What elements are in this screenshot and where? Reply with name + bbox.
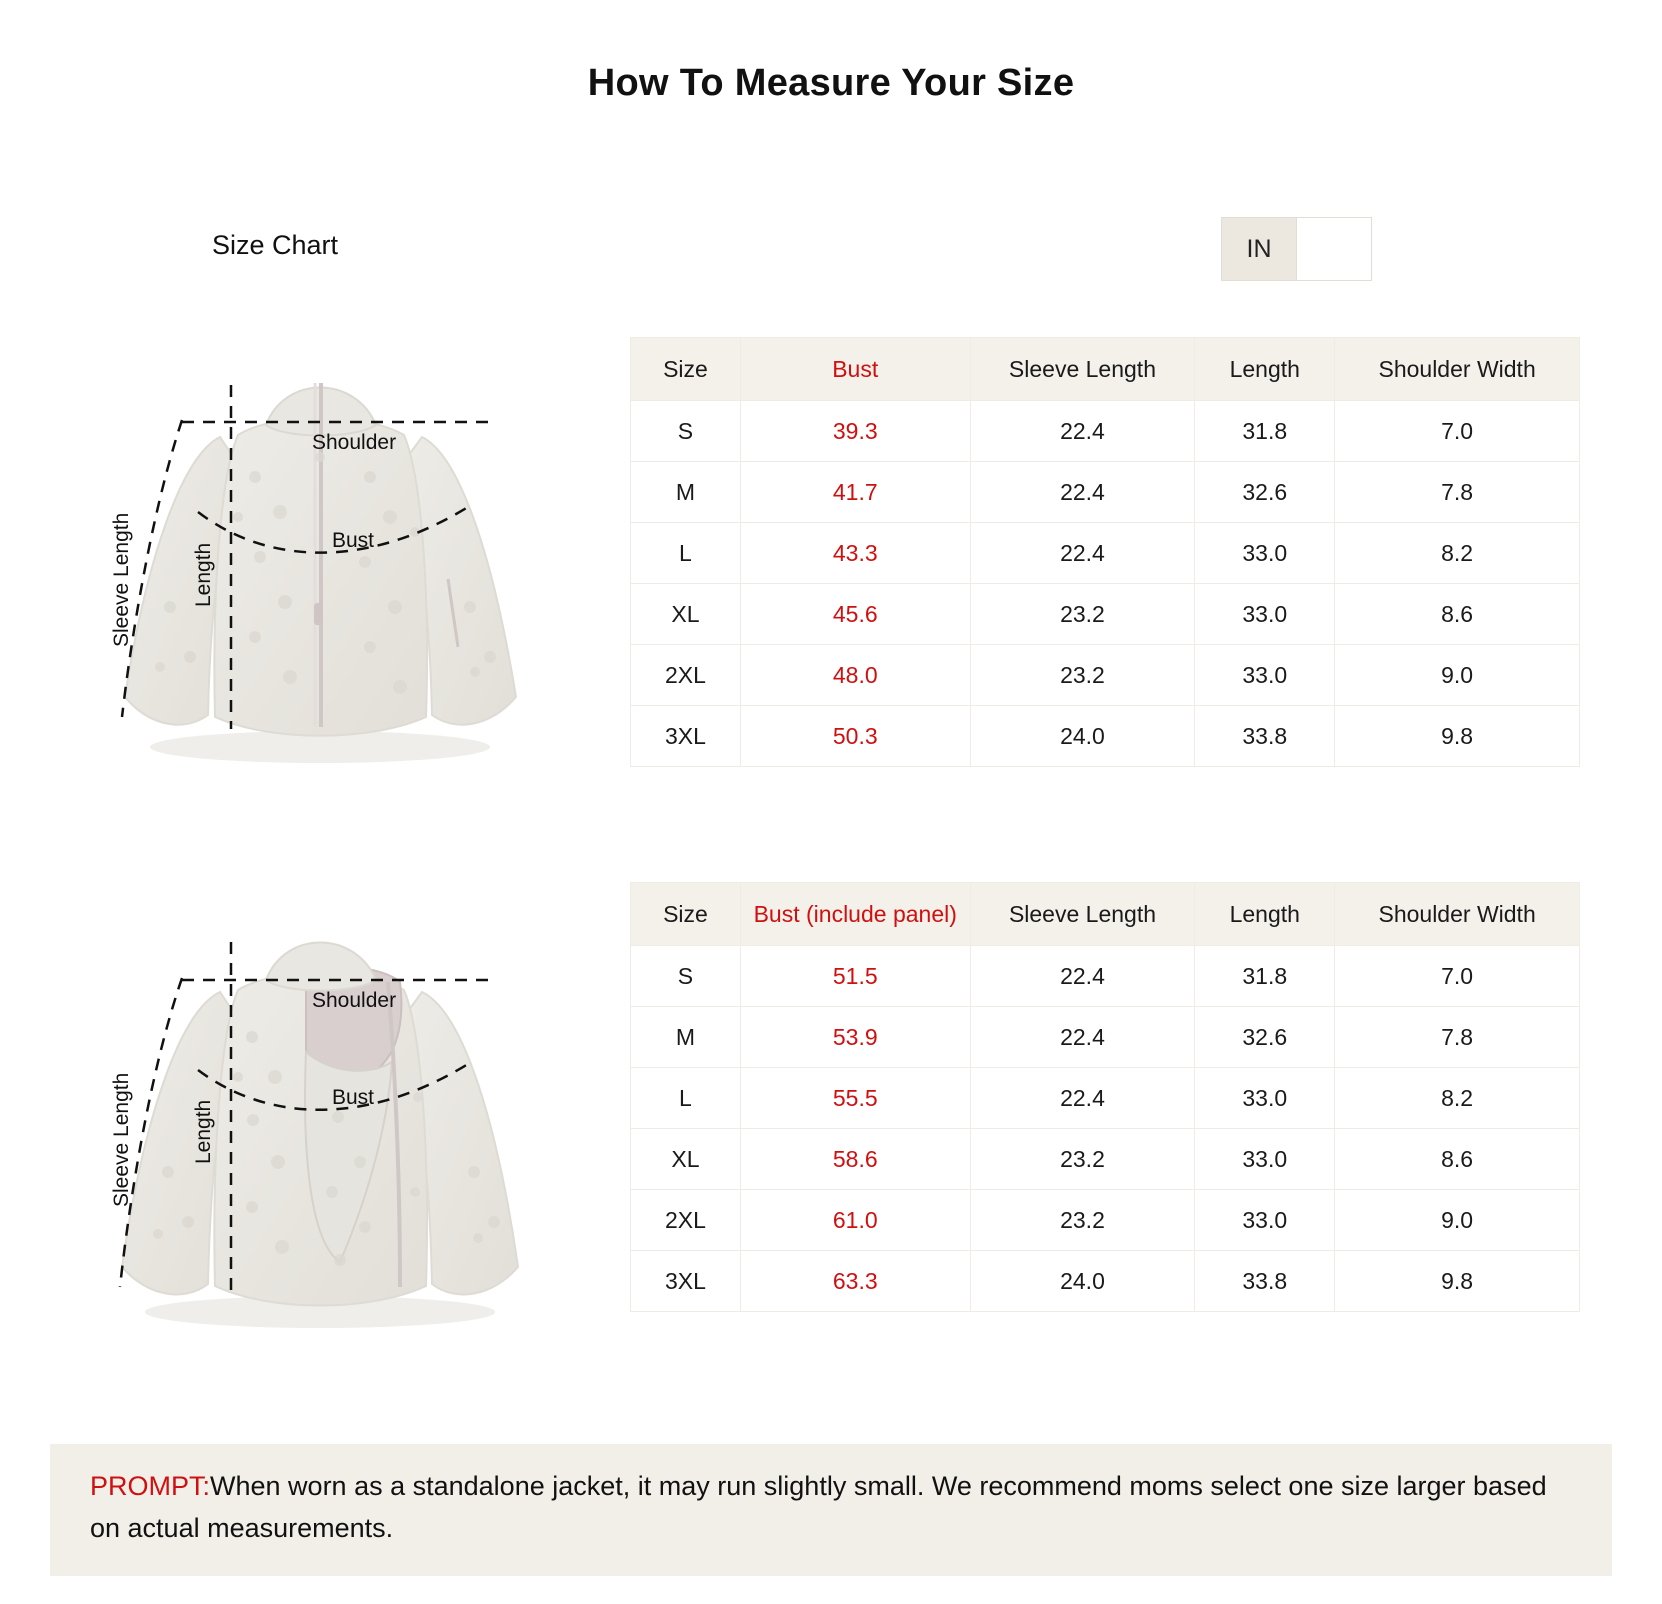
cell-length: 33.0 — [1195, 523, 1335, 584]
label-sleeve-length: Sleeve Length — [110, 512, 133, 647]
cell-length: 31.8 — [1195, 946, 1335, 1007]
size-chart-label: Size Chart — [212, 230, 339, 260]
cell-length: 31.8 — [1195, 401, 1335, 462]
unit-option-cm[interactable] — [1296, 218, 1371, 280]
cell-size: L — [631, 1068, 741, 1129]
cell-shoulder-width: 9.0 — [1335, 1190, 1580, 1251]
cell-sleeve-length: 23.2 — [970, 1190, 1195, 1251]
cell-length: 32.6 — [1195, 462, 1335, 523]
col-head-size: Size — [631, 338, 741, 401]
col-head-bust: Bust — [740, 338, 970, 401]
cell-bust: 48.0 — [740, 645, 970, 706]
cell-sleeve-length: 24.0 — [970, 1251, 1195, 1312]
col-head-shoulder-width: Shoulder Width — [1335, 883, 1580, 946]
cell-bust: 43.3 — [740, 523, 970, 584]
table-row — [631, 462, 1580, 523]
size-table-standalone — [630, 337, 1580, 767]
unit-option-in[interactable]: IN — [1222, 218, 1296, 280]
cell-bust: 61.0 — [740, 1190, 970, 1251]
label-shoulder: Shoulder — [312, 989, 397, 1012]
col-head-sleeve-length: Sleeve Length — [970, 338, 1195, 401]
table-header-row — [631, 883, 1580, 946]
table-row — [631, 584, 1580, 645]
cell-shoulder-width: 7.0 — [1335, 946, 1580, 1007]
cell-length: 32.6 — [1195, 1007, 1335, 1068]
cell-bust: 50.3 — [740, 706, 970, 767]
cell-sleeve-length: 22.4 — [970, 1007, 1195, 1068]
cell-shoulder-width: 9.8 — [1335, 706, 1580, 767]
col-head-length: Length — [1195, 338, 1335, 401]
cell-sleeve-length: 22.4 — [970, 462, 1195, 523]
cell-sleeve-length: 22.4 — [970, 1068, 1195, 1129]
prompt-keyword: PROMPT: — [90, 1471, 211, 1501]
cell-shoulder-width: 9.8 — [1335, 1251, 1580, 1312]
table-row — [631, 401, 1580, 462]
table-row — [631, 1129, 1580, 1190]
jacket-illustration-standalone — [70, 317, 570, 787]
cell-length: 33.0 — [1195, 1129, 1335, 1190]
prompt-text: When worn as a standalone jacket, it may run slightly small. We recommend moms select one size larger based on actual measurements. — [90, 1471, 1547, 1543]
cell-sleeve-length: 24.0 — [970, 706, 1195, 767]
table-row — [631, 523, 1580, 584]
cell-size: 2XL — [631, 1190, 741, 1251]
cell-shoulder-width: 8.2 — [1335, 1068, 1580, 1129]
cell-sleeve-length: 22.4 — [970, 523, 1195, 584]
cell-size: XL — [631, 584, 741, 645]
table-row — [631, 1251, 1580, 1312]
jacket-front-illustration — [70, 317, 570, 787]
cell-size: L — [631, 523, 741, 584]
jacket-panel-illustration — [70, 862, 570, 1362]
cell-size: 2XL — [631, 645, 741, 706]
cell-sleeve-length: 23.2 — [970, 1129, 1195, 1190]
table-row — [631, 706, 1580, 767]
cell-size: XL — [631, 1129, 741, 1190]
cell-bust: 41.7 — [740, 462, 970, 523]
prompt-banner — [50, 1444, 1612, 1576]
jacket-illustration-with-panel — [70, 862, 570, 1332]
cell-size: S — [631, 946, 741, 1007]
cell-shoulder-width: 7.8 — [1335, 462, 1580, 523]
cell-shoulder-width: 8.6 — [1335, 1129, 1580, 1190]
cell-length: 33.0 — [1195, 1068, 1335, 1129]
cell-length: 33.8 — [1195, 706, 1335, 767]
cell-length: 33.8 — [1195, 1251, 1335, 1312]
cell-shoulder-width: 8.6 — [1335, 584, 1580, 645]
col-head-sleeve-length: Sleeve Length — [970, 883, 1195, 946]
cell-size: 3XL — [631, 706, 741, 767]
cell-bust: 45.6 — [740, 584, 970, 645]
col-head-bust-include-panel: Bust (include panel) — [740, 883, 970, 946]
cell-shoulder-width: 8.2 — [1335, 523, 1580, 584]
cell-sleeve-length: 23.2 — [970, 645, 1195, 706]
cell-length: 33.0 — [1195, 584, 1335, 645]
label-bust: Bust — [332, 529, 375, 552]
cell-length: 33.0 — [1195, 645, 1335, 706]
cell-size: S — [631, 401, 741, 462]
cell-sleeve-length: 22.4 — [970, 946, 1195, 1007]
col-head-size: Size — [631, 883, 741, 946]
label-shoulder: Shoulder — [312, 431, 397, 454]
cell-size: M — [631, 462, 741, 523]
label-length: Length — [192, 1099, 215, 1164]
cell-bust: 53.9 — [740, 1007, 970, 1068]
cell-bust: 39.3 — [740, 401, 970, 462]
col-head-length: Length — [1195, 883, 1335, 946]
label-length: Length — [192, 542, 215, 607]
page-title: How To Measure Your Size — [587, 62, 1075, 104]
col-head-shoulder-width: Shoulder Width — [1335, 338, 1580, 401]
label-bust: Bust — [332, 1086, 375, 1109]
unit-toggle[interactable] — [1221, 217, 1372, 281]
cell-bust: 51.5 — [740, 946, 970, 1007]
cell-sleeve-length: 22.4 — [970, 401, 1195, 462]
table-row — [631, 1007, 1580, 1068]
table-header-row — [631, 338, 1580, 401]
cell-size: M — [631, 1007, 741, 1068]
cell-length: 33.0 — [1195, 1190, 1335, 1251]
size-table-with-panel — [630, 882, 1580, 1312]
cell-bust: 63.3 — [740, 1251, 970, 1312]
cell-shoulder-width: 7.0 — [1335, 401, 1580, 462]
table-row — [631, 1190, 1580, 1251]
table-row — [631, 1068, 1580, 1129]
cell-bust: 55.5 — [740, 1068, 970, 1129]
label-sleeve-length: Sleeve Length — [110, 1072, 133, 1207]
table-row — [631, 946, 1580, 1007]
cell-size: 3XL — [631, 1251, 741, 1312]
cell-shoulder-width: 9.0 — [1335, 645, 1580, 706]
table-row — [631, 645, 1580, 706]
cell-sleeve-length: 23.2 — [970, 584, 1195, 645]
cell-bust: 58.6 — [740, 1129, 970, 1190]
cell-shoulder-width: 7.8 — [1335, 1007, 1580, 1068]
